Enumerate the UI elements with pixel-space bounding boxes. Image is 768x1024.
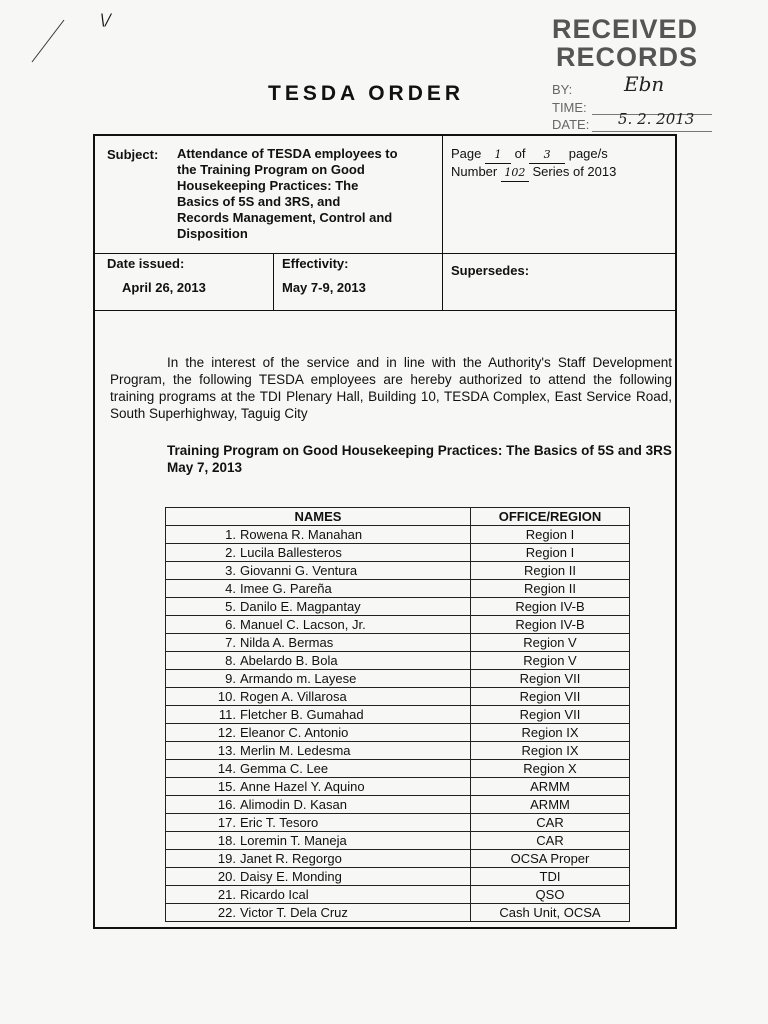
attendee-name: Daisy E. Monding (240, 869, 342, 884)
attendee-name: Alimodin D. Kasan (240, 797, 347, 812)
handwritten-initial: \/ (100, 10, 111, 29)
subject-line: the Training Program on Good (177, 162, 365, 177)
attendee-name-cell (166, 724, 471, 742)
table-row (166, 778, 630, 796)
table-row (166, 526, 630, 544)
table-row (166, 850, 630, 868)
row-number: 5. (225, 599, 236, 614)
header-divider-horizontal (95, 253, 675, 254)
attendee-name-cell (166, 904, 471, 922)
attendee-table (165, 507, 630, 922)
attendee-name: Imee G. Pareña (240, 581, 332, 596)
program-heading (167, 442, 672, 476)
office-region-cell: Region IX (471, 724, 630, 742)
attendee-name-cell (166, 814, 471, 832)
office-region-cell: Region X (471, 760, 630, 778)
attendee-name: Armando m. Layese (240, 671, 357, 686)
office-region-header: OFFICE/REGION (471, 508, 630, 526)
table-row (166, 760, 630, 778)
row-number: 16. (217, 797, 236, 812)
attendee-name-cell (166, 832, 471, 850)
office-region-cell: Region VII (471, 670, 630, 688)
table-row (166, 688, 630, 706)
office-region-cell: Region I (471, 544, 630, 562)
attendee-name-cell (166, 760, 471, 778)
attendee-name: Janet R. Regorgo (240, 851, 342, 866)
stamp-by-label: BY: (552, 82, 573, 97)
row-number: 9. (225, 671, 236, 686)
attendee-name: Manuel C. Lacson, Jr. (240, 617, 366, 632)
office-region-cell: ARMM (471, 778, 630, 796)
table-row (166, 544, 630, 562)
attendee-name: Rogen A. Villarosa (240, 689, 347, 704)
table-row (166, 616, 630, 634)
subject-line: Basics of 5S and 3RS, and (177, 194, 341, 209)
table-row (166, 670, 630, 688)
supersedes-label: Supersedes: (451, 263, 530, 278)
attendee-name-cell (166, 688, 471, 706)
row-number: 14. (217, 761, 236, 776)
stamp-date-label: DATE: (552, 117, 590, 132)
number-value: 102 (501, 165, 529, 182)
office-region-cell: Cash Unit, OCSA (471, 904, 630, 922)
series-label: Series of 2013 (532, 164, 617, 179)
attendee-name: Rowena R. Manahan (240, 527, 363, 542)
office-region-cell: Region V (471, 634, 630, 652)
row-number: 8. (225, 653, 236, 668)
pen-stroke-mark (28, 18, 68, 64)
attendee-name: Victor T. Dela Cruz (240, 905, 348, 920)
attendee-name: Gemma C. Lee (240, 761, 329, 776)
attendee-name: Merlin M. Ledesma (240, 743, 351, 758)
names-header: NAMES (166, 508, 471, 526)
office-region-cell: Region IV-B (471, 616, 630, 634)
attendee-name: Eric T. Tesoro (240, 815, 319, 830)
office-region-cell: Region I (471, 526, 630, 544)
table-row (166, 742, 630, 760)
office-region-cell: Region II (471, 580, 630, 598)
table-row (166, 886, 630, 904)
table-row (166, 652, 630, 670)
stamp-received: RECEIVED (552, 14, 699, 44)
effectivity-label: Effectivity: (282, 256, 349, 271)
attendee-name: Eleanor C. Antonio (240, 725, 349, 740)
attendee-name-cell (166, 778, 471, 796)
attendee-name: Nilda A. Bermas (240, 635, 334, 650)
attendee-name: Anne Hazel Y. Aquino (240, 779, 365, 794)
document-title: TESDA ORDER (268, 82, 465, 105)
attendee-name-cell (166, 652, 471, 670)
subject-text (177, 146, 439, 242)
table-row (166, 580, 630, 598)
attendee-name-cell (166, 868, 471, 886)
table-row (166, 868, 630, 886)
number-label: Number (451, 164, 498, 179)
header-bottom-border (95, 310, 675, 311)
office-region-cell: ARMM (471, 796, 630, 814)
attendee-name-cell (166, 850, 471, 868)
table-row (166, 796, 630, 814)
office-region-cell: Region IX (471, 742, 630, 760)
body-paragraph (110, 354, 672, 422)
attendee-name-cell (166, 742, 471, 760)
table-row (166, 724, 630, 742)
table-row (166, 904, 630, 922)
office-region-cell: CAR (471, 814, 630, 832)
page-label: Page (451, 146, 482, 161)
office-region-cell: Region VII (471, 706, 630, 724)
date-issued-value: April 26, 2013 (122, 280, 206, 295)
subject-line: Attendance of TESDA employees to (177, 146, 398, 161)
program-date: May 7, 2013 (167, 460, 243, 475)
row-number: 15. (217, 779, 236, 794)
attendee-name-cell (166, 562, 471, 580)
stamp-time-label: TIME: (552, 100, 587, 115)
of-label: of (514, 146, 526, 161)
date-issued-label: Date issued: (107, 256, 185, 271)
stamp-date-value: 5. 2. 2013 (618, 110, 695, 128)
row-number: 11. (218, 707, 236, 722)
office-region-cell: QSO (471, 886, 630, 904)
attendee-name: Lucila Ballesteros (240, 545, 342, 560)
received-records-stamp (540, 10, 718, 152)
attendee-name-cell (166, 580, 471, 598)
row-number: 7. (225, 635, 236, 650)
attendee-name-cell (166, 634, 471, 652)
row-number: 19. (217, 851, 236, 866)
attendee-name-cell (166, 544, 471, 562)
row-number: 12. (217, 725, 236, 740)
table-row (166, 562, 630, 580)
header-divider-effectivity (273, 253, 274, 311)
subject-line: Records Management, Control and (177, 210, 393, 225)
subject-line: Disposition (177, 226, 248, 241)
office-region-cell: Region II (471, 562, 630, 580)
row-number: 17. (217, 815, 236, 830)
office-region-cell: Region V (471, 652, 630, 670)
table-row (166, 634, 630, 652)
attendee-name: Abelardo B. Bola (240, 653, 338, 668)
attendee-name-cell (166, 706, 471, 724)
subject-label: Subject: (107, 147, 159, 162)
office-region-cell: Region IV-B (471, 598, 630, 616)
stamp-date-line (592, 131, 712, 132)
attendee-name: Ricardo Ical (240, 887, 309, 902)
table-row (166, 598, 630, 616)
attendee-name: Loremin T. Maneja (240, 833, 347, 848)
effectivity-value: May 7-9, 2013 (282, 280, 366, 295)
attendee-name-cell (166, 526, 471, 544)
row-number: 6. (225, 617, 236, 632)
row-number: 13. (217, 743, 236, 758)
table-row (166, 706, 630, 724)
office-region-cell: CAR (471, 832, 630, 850)
of-value: 3 (529, 147, 565, 164)
attendee-name: Danilo E. Magpantay (240, 599, 361, 614)
attendee-name: Giovanni G. Ventura (240, 563, 358, 578)
row-number: 20. (217, 869, 236, 884)
table-header-row (166, 508, 630, 526)
page-info (451, 146, 616, 182)
attendee-name-cell (166, 796, 471, 814)
row-number: 22. (217, 905, 236, 920)
body-text: In the interest of the service and in line with the Authority's Staff Development Program, the following TESDA employees are hereby authorized to attend the following training programs at the TDI Plenary Hall, Building 10, TESDA Complex, East Service Road, South Superhighway, Taguig City (110, 355, 672, 421)
row-number: 18. (217, 833, 236, 848)
stamp-records: RECORDS (556, 42, 699, 72)
header-divider-vertical (442, 136, 443, 311)
office-region-cell: OCSA Proper (471, 850, 630, 868)
table-row (166, 814, 630, 832)
row-number: 2. (225, 545, 236, 560)
office-region-cell: TDI (471, 868, 630, 886)
pages-suffix: page/s (568, 146, 608, 161)
attendee-name-cell (166, 670, 471, 688)
attendee-name-cell (166, 616, 471, 634)
page-value: 1 (485, 147, 511, 164)
row-number: 4. (225, 581, 236, 596)
table-row (166, 832, 630, 850)
row-number: 3. (225, 563, 236, 578)
attendee-name: Fletcher B. Gumahad (240, 707, 364, 722)
attendee-name-cell (166, 598, 471, 616)
subject-line: Housekeeping Practices: The (177, 178, 359, 193)
row-number: 1. (225, 527, 236, 542)
office-region-cell: Region VII (471, 688, 630, 706)
stamp-by-value: Ebn (624, 72, 665, 96)
row-number: 21. (217, 887, 236, 902)
row-number: 10. (217, 689, 236, 704)
program-title: Training Program on Good Housekeeping Practices: The Basics of 5S and 3RS (167, 443, 672, 458)
attendee-name-cell (166, 886, 471, 904)
